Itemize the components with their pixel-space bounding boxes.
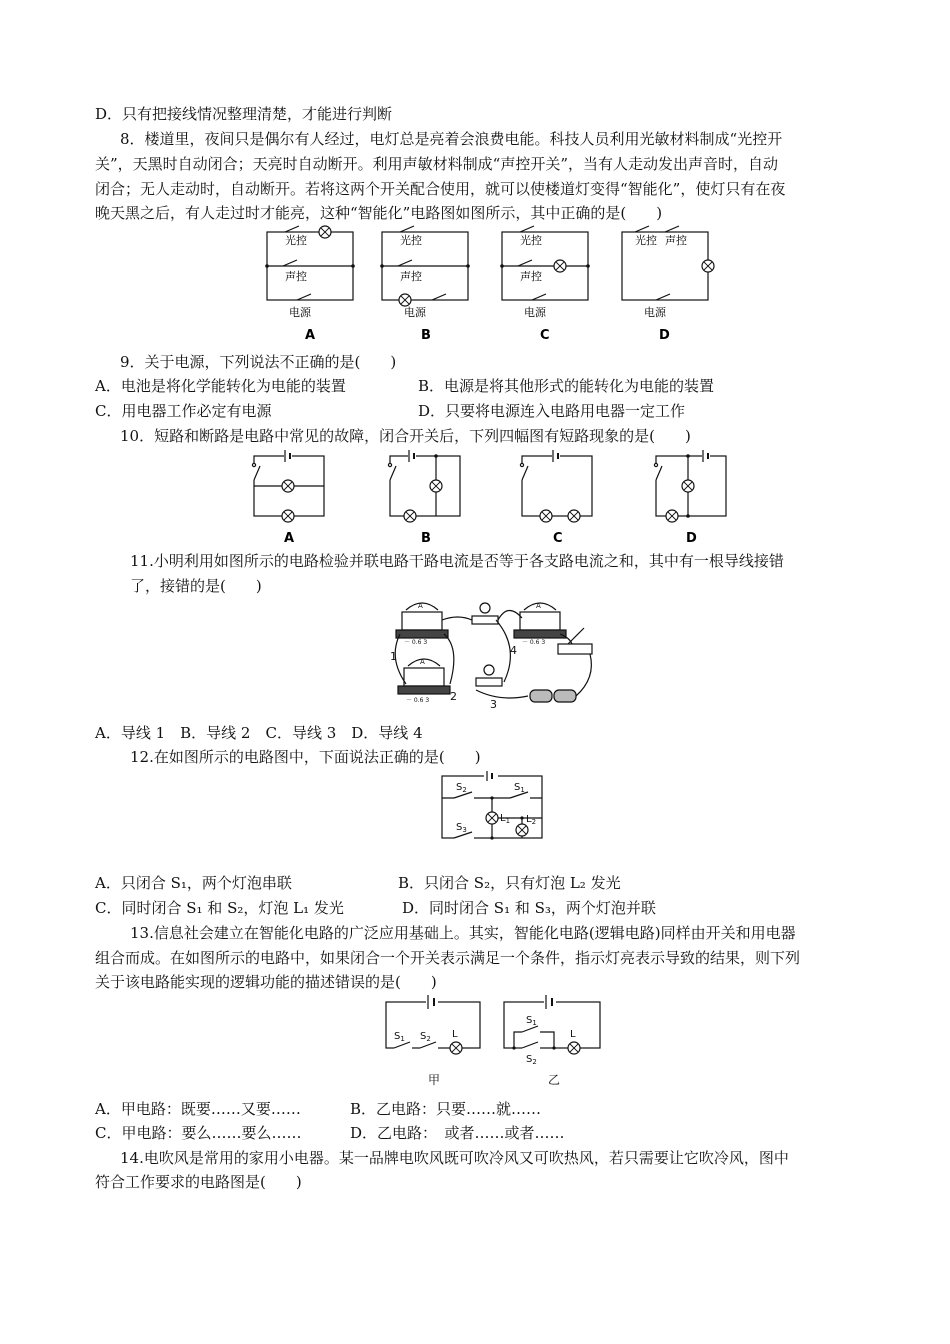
q9-option-b: B．电源是将其他形式的能转化为电能的装置 [418,377,715,395]
q11-bulb-holder-bottom [476,678,502,686]
q11-meter-scale-tl: － 0.6 3 [404,639,428,646]
q8-caption-c: C [540,328,550,343]
q8-d-light-switch-label: 光控 [635,234,657,247]
q13-caption-yi: 乙 [548,1073,561,1087]
q8-caption-a: A [305,328,316,343]
q10-circuit-diagrams [240,448,730,548]
q11-wire-label-3: 3 [490,698,497,710]
q10-caption-a: A [284,531,295,546]
svg-text:A: A [418,602,423,610]
q11-wire-label-4: 4 [510,644,517,657]
q13-stem-line1: 13.信息社会建立在智能化电路的广泛应用基础上。其实，智能化电路(逻辑电路)同样由开关和用电器 [130,924,796,942]
q11-ammeter-bottom-left [404,668,444,686]
q12-label-l1: $L_1$ [500,813,511,825]
q11-battery-2 [554,690,576,702]
q8-circuit-diagrams [255,222,725,347]
q8-b-power-label: 电源 [404,306,426,319]
q11-ammeter-top-left [402,612,442,630]
q8-a-light-switch-label: 光控 [285,234,307,247]
q14-stem-line1: 14.电吹风是常用的家用小电器。某一品牌电吹风既可吹冷风又可吹热风，若只需要让它吹冷风，图中 [120,1149,789,1167]
q10-caption-d: D [686,531,697,546]
svg-text:A: A [420,658,425,666]
q11-wire-3 [476,690,528,698]
q8-a-sound-switch-label: 声控 [285,270,307,283]
q12-stem: 12.在如图所示的电路图中，下面说法正确的是( ) [130,748,481,766]
q11-stem-line1: 11.小明利用如图所示的电路检验并联电路干路电流是否等于各支路电流之和，其中有一根导线接错 [130,552,784,570]
q10-caption-b: B [421,531,431,546]
q9-stem: 9．关于电源，下列说法不正确的是( ) [120,353,397,371]
q11-battery-1 [530,690,552,702]
q12-option-d: D．同时闭合 S₁ 和 S₃，两个灯泡并联 [402,899,656,917]
q13-jia-label-s1: $S_1$ [394,1031,405,1043]
q8-c-sound-switch-label: 声控 [520,270,542,283]
q8-a-power-label: 电源 [289,306,311,319]
q8-stem-line2: 关”，天黑时自动闭合；天亮时自动断开。利用声敏材料制成“声控开关”，当有人走动发出声音时，自动 [95,155,779,173]
q11-wire-label-1: 1 [390,650,397,663]
q13-caption-jia: 甲 [428,1073,441,1087]
q11-wire-label-2: 2 [450,690,457,703]
q13-option-d: D．乙电路： 或者……或者…… [350,1124,565,1142]
q12-option-a: A．只闭合 S₁，两个灯泡串联 [95,874,292,892]
q12-circuit-diagram [430,768,548,850]
q10-caption-c: C [553,531,563,546]
q11-bulb-holder-top [472,616,498,624]
q11-wire-2 [444,634,454,684]
q8-d-power-label: 电源 [644,306,666,319]
q12-label-s2: $S_2$ [456,782,467,794]
q13-yi-label-l: L [570,1029,576,1040]
q13-circuit-diagrams [378,992,608,1092]
q12-label-s3: $S_3$ [456,822,467,834]
q13-option-c: C．甲电路：要么……要么…… [95,1124,302,1142]
q13-stem-line2: 组合而成。在如图所示的电路中，如果闭合一个开关表示满足一个条件，指示灯亮表示导致的结果，则下列 [95,949,801,967]
q8-b-light-switch-label: 光控 [400,234,422,247]
q13-yi-label-s1: $S_1$ [526,1015,537,1027]
q8-d-sound-switch-label: 声控 [665,234,687,247]
q12-option-c: C．同时闭合 S₁ 和 S₂，灯泡 L₁ 发光 [95,899,344,917]
q9-option-c: C．用电器工作必定有电源 [95,402,272,420]
q8-stem-line4: 晚天黑之后，有人走过时才能亮，这种“智能化”电路图如图所示，其中正确的是( ) [95,204,663,222]
q11-stem-line2: 了，接错的是( ) [130,577,262,595]
q11-wire-4 [496,620,510,682]
q9-option-a: A．电池是将化学能转化为电能的装置 [95,377,346,395]
q11-meter-scale-bl: － 0.6 3 [406,697,430,704]
q13-stem-line3: 关于该电路能实现的逻辑功能的描述错误的是( ) [95,973,437,991]
q13-option-b: B．乙电路：只要……就…… [350,1100,542,1118]
q14-stem-line2: 符合工作要求的电路图是( ) [95,1173,302,1191]
q13-jia-label-l: L [452,1029,458,1040]
q10-stem: 10．短路和断路是电路中常见的故障，闭合开关后，下列四幅图有短路现象的是( ) [120,427,691,445]
svg-text:A: A [536,602,541,610]
q7-option-d: D．只有把接线情况整理清楚，才能进行判断 [95,105,393,123]
q8-stem-line1: 8．楼道里，夜间只是偶尔有人经过，电灯总是亮着会浪费电能。科技人员利用光敏材料制成“光控开 [120,130,783,148]
q11-options: A．导线 1 B．导线 2 C．导线 3 D．导线 4 [95,724,423,742]
q12-label-s1: $S_1$ [514,782,525,794]
q11-bulb-bottom [484,665,494,675]
q12-label-l2: $L_2$ [526,814,537,826]
q11-meter-scale-tr: － 0.6 3 [522,639,546,646]
q8-c-power-label: 电源 [524,306,546,319]
q11-switch [558,644,592,654]
q11-ammeter-top-right [520,612,560,630]
q13-jia-label-s2: $S_2$ [420,1031,431,1043]
q13-option-a: A．甲电路：既要……又要…… [95,1100,301,1118]
q8-b-sound-switch-label: 声控 [400,270,422,283]
q8-caption-b: B [421,328,431,343]
q13-yi-label-s2: $S_2$ [526,1054,537,1066]
q8-c-light-switch-label: 光控 [520,234,542,247]
q11-circuit-photo [390,598,600,710]
q8-caption-d: D [659,328,670,343]
q9-option-d: D．只要将电源连入电路用电器一定工作 [418,402,686,420]
q11-bulb-top [480,603,490,613]
q8-stem-line3: 闭合；无人走动时，自动断开。若将这两个开关配合使用，就可以使楼道灯变得“智能化”，使灯只有在夜 [95,180,786,198]
q12-option-b: B．只闭合 S₂，只有灯泡 L₂ 发光 [398,874,621,892]
